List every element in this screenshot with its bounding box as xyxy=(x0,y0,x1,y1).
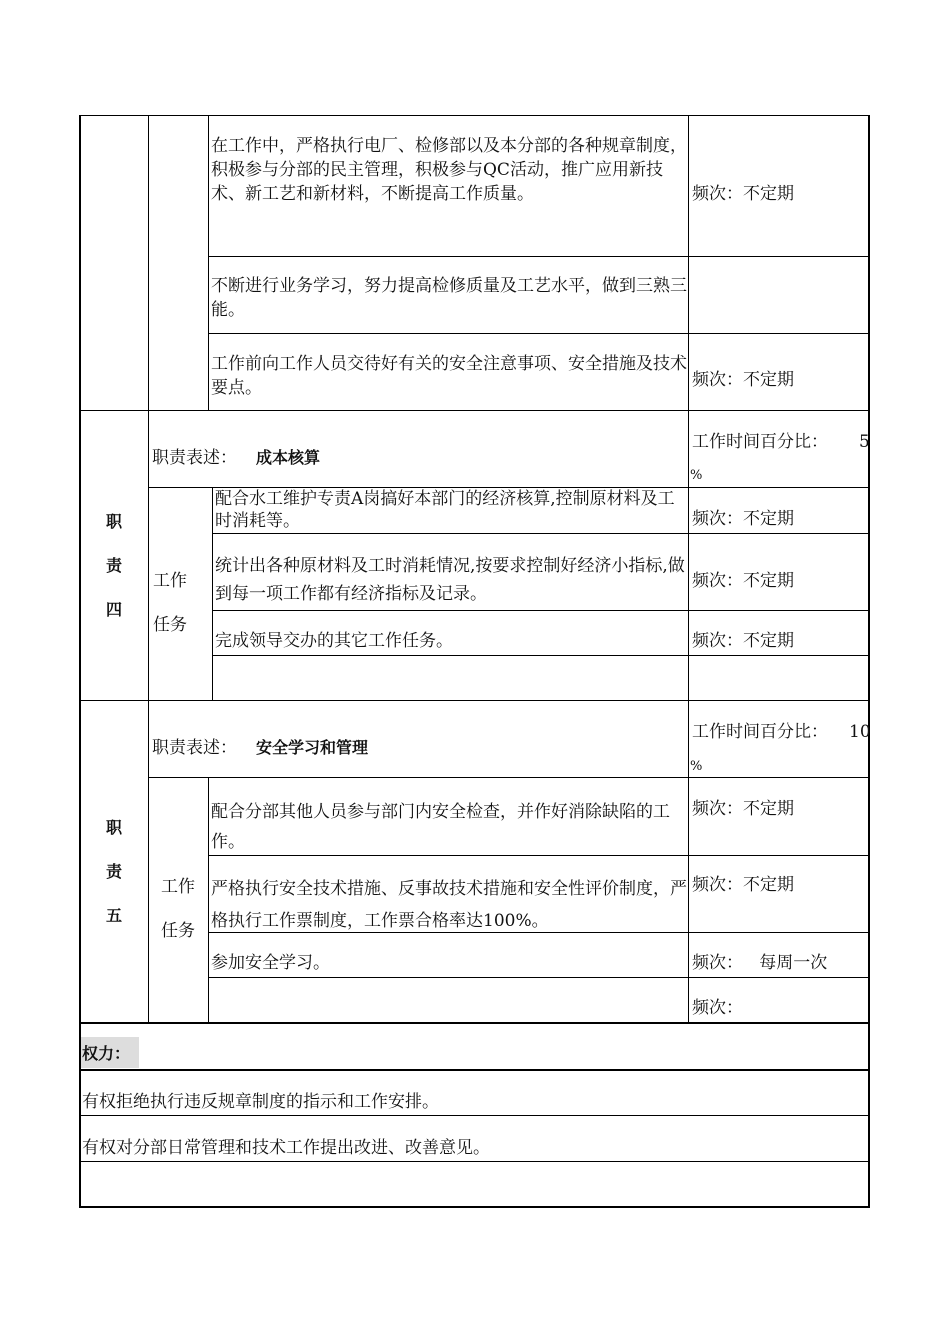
duty-description-value: 成本核算 xyxy=(256,448,321,467)
task-text: 统计出各种原材料及工时消耗情况,按要求控制好经济小指标,做到每一项工作都有经济指标及记录。 xyxy=(215,556,685,604)
label-char: 责 xyxy=(105,556,122,575)
time-percentage-label: 工作时间百分比： xyxy=(692,432,828,452)
table-border-top xyxy=(79,115,870,116)
col-divider-2c xyxy=(208,778,209,1023)
task-frequency: 频次：不定期 xyxy=(692,509,794,529)
duty-4-label xyxy=(99,500,129,632)
task-frequency: 频次：不定期 xyxy=(692,370,794,390)
duty-5-label xyxy=(99,806,129,938)
row-line xyxy=(212,655,870,656)
row-line xyxy=(212,610,870,611)
label-char: 职 xyxy=(105,818,122,837)
table-border-right xyxy=(868,115,870,1208)
task-frequency: 频次：不定期 xyxy=(692,631,794,651)
time-percentage-unit: % xyxy=(690,468,703,483)
label-char: 职 xyxy=(105,512,122,531)
row-line xyxy=(79,410,870,411)
task-frequency: 频次： 每周一次 xyxy=(692,953,828,973)
duty-description-label: 职责表述： xyxy=(152,448,237,468)
col-divider-2b xyxy=(212,488,213,701)
duty-description-value: 安全学习和管理 xyxy=(256,738,369,757)
task-frequency: 频次： xyxy=(692,998,743,1018)
time-percentage-unit: % xyxy=(690,759,703,774)
row-line xyxy=(208,333,870,334)
task-frequency: 频次：不定期 xyxy=(692,571,794,591)
task-label-line-2: 任务 xyxy=(153,615,187,635)
table-border-bottom xyxy=(79,1206,870,1208)
row-line xyxy=(79,1115,870,1116)
section-line xyxy=(79,1069,870,1071)
section-line xyxy=(79,1022,870,1024)
row-line xyxy=(212,533,870,534)
row-line xyxy=(208,977,870,978)
row-line xyxy=(79,700,870,701)
task-frequency: 频次：不定期 xyxy=(692,799,794,819)
task-text: 严格执行安全技术措施、反事故技术措施和安全性评价制度，严格执行工作票制度，工作票合格率达100%。 xyxy=(211,879,687,931)
task-text: 参加安全学习。 xyxy=(211,953,330,973)
task-text: 在工作中，严格执行电厂、检修部以及本分部的各种规章制度，积极参与分部的民主管理，积极参与QC活动，推广应用新技术、新工艺和新材料，不断提高工作质量。 xyxy=(211,136,687,204)
task-text: 工作前向工作人员交待好有关的安全注意事项、安全措施及技术要点。 xyxy=(211,354,687,398)
task-frequency: 频次：不定期 xyxy=(692,184,794,204)
time-percentage-value: 5 xyxy=(859,432,870,452)
time-percentage-label: 工作时间百分比： xyxy=(692,722,828,742)
label-char: 四 xyxy=(105,600,122,619)
authority-item: 有权拒绝执行违反规章制度的指示和工作安排。 xyxy=(82,1092,439,1112)
row-line xyxy=(79,1161,870,1162)
col-divider-3 xyxy=(688,115,689,1023)
label-char: 责 xyxy=(105,862,122,881)
task-frequency: 频次：不定期 xyxy=(692,875,794,895)
row-line xyxy=(148,777,870,778)
task-label-line-1: 工作 xyxy=(153,571,187,591)
col-divider-2a xyxy=(208,115,209,411)
task-text: 配合分部其他人员参与部门内安全检查，并作好消除缺陷的工作。 xyxy=(211,802,670,852)
task-text: 配合水工维护专责A岗搞好本部门的经济核算,控制原材料及工时消耗等。 xyxy=(215,489,675,531)
row-line xyxy=(208,256,870,257)
task-text: 不断进行业务学习，努力提高检修质量及工艺水平，做到三熟三能。 xyxy=(211,276,687,320)
task-label-line-2: 任务 xyxy=(161,921,195,941)
authority-item: 有权对分部日常管理和技术工作提出改进、改善意见。 xyxy=(82,1138,490,1158)
task-text: 完成领导交办的其它工作任务。 xyxy=(215,631,453,651)
authority-title: 权力： xyxy=(82,1044,131,1063)
time-percentage-value: 10 xyxy=(849,722,871,742)
task-label-line-1: 工作 xyxy=(161,877,195,897)
duty-description-label: 职责表述： xyxy=(152,738,237,758)
col-divider-1 xyxy=(148,115,149,1023)
label-char: 五 xyxy=(105,906,122,925)
